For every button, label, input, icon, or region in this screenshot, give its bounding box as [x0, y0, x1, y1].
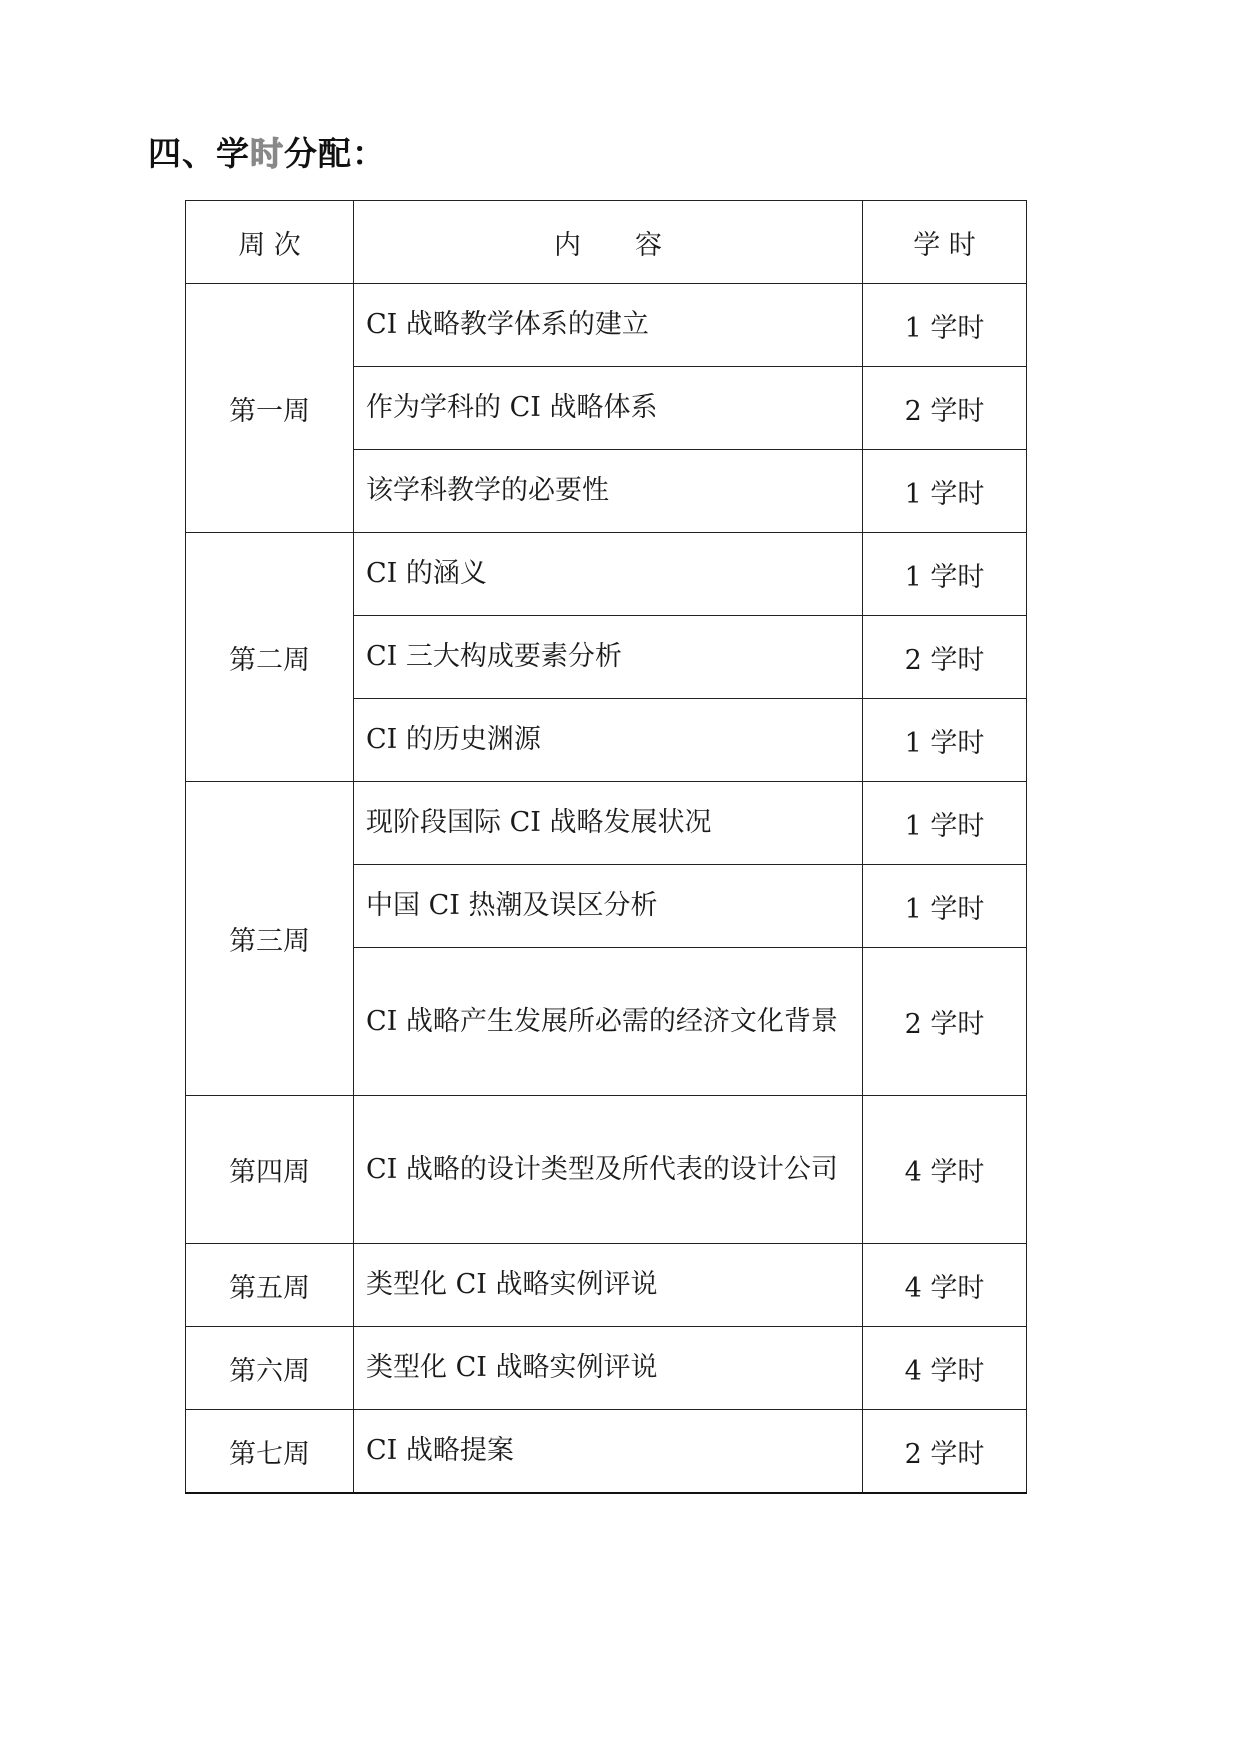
hours-cell: 1 学时 — [863, 533, 1027, 616]
content-cell: CI 战略的设计类型及所代表的设计公司 — [354, 1096, 863, 1244]
hours-cell: 2 学时 — [863, 948, 1027, 1096]
week-cell: 第一周 — [186, 284, 354, 533]
table-row — [186, 1096, 1027, 1244]
table-row — [186, 284, 1027, 367]
heading-prefix: 四、学 — [148, 134, 250, 173]
hours-cell: 2 学时 — [863, 1410, 1027, 1494]
section-heading — [148, 128, 386, 175]
content-cell: 类型化 CI 战略实例评说 — [354, 1327, 863, 1410]
header-content: 内 容 — [354, 201, 863, 284]
content-cell: 中国 CI 热潮及误区分析 — [354, 865, 863, 948]
header-week: 周 次 — [186, 201, 354, 284]
heading-suffix: 分配： — [284, 134, 386, 173]
week-cell: 第三周 — [186, 782, 354, 1096]
content-cell: CI 的历史渊源 — [354, 699, 863, 782]
content-cell: 该学科教学的必要性 — [354, 450, 863, 533]
content-cell: 类型化 CI 战略实例评说 — [354, 1244, 863, 1327]
hours-cell: 2 学时 — [863, 616, 1027, 699]
hours-cell: 1 学时 — [863, 699, 1027, 782]
table-row — [186, 533, 1027, 616]
content-cell: CI 战略教学体系的建立 — [354, 284, 863, 367]
content-cell: CI 战略产生发展所必需的经济文化背景 — [354, 948, 863, 1096]
week-cell: 第五周 — [186, 1244, 354, 1327]
schedule-table — [185, 200, 1027, 1494]
week-cell: 第七周 — [186, 1410, 354, 1494]
hours-cell: 4 学时 — [863, 1096, 1027, 1244]
table-row — [186, 782, 1027, 865]
hours-cell: 4 学时 — [863, 1327, 1027, 1410]
content-cell: CI 的涵义 — [354, 533, 863, 616]
content-cell: 作为学科的 CI 战略体系 — [354, 367, 863, 450]
hours-cell: 1 学时 — [863, 450, 1027, 533]
hours-cell: 1 学时 — [863, 865, 1027, 948]
table-row — [186, 1244, 1027, 1327]
table-row — [186, 1410, 1027, 1494]
heading-shaded-char: 时 — [250, 134, 284, 173]
table-header-row — [186, 201, 1027, 284]
week-cell: 第四周 — [186, 1096, 354, 1244]
hours-cell: 2 学时 — [863, 367, 1027, 450]
week-cell: 第六周 — [186, 1327, 354, 1410]
hours-cell: 1 学时 — [863, 284, 1027, 367]
hours-cell: 4 学时 — [863, 1244, 1027, 1327]
table-row — [186, 1327, 1027, 1410]
content-cell: CI 三大构成要素分析 — [354, 616, 863, 699]
week-cell: 第二周 — [186, 533, 354, 782]
hours-cell: 1 学时 — [863, 782, 1027, 865]
header-hours: 学 时 — [863, 201, 1027, 284]
content-cell: 现阶段国际 CI 战略发展状况 — [354, 782, 863, 865]
content-cell: CI 战略提案 — [354, 1410, 863, 1494]
